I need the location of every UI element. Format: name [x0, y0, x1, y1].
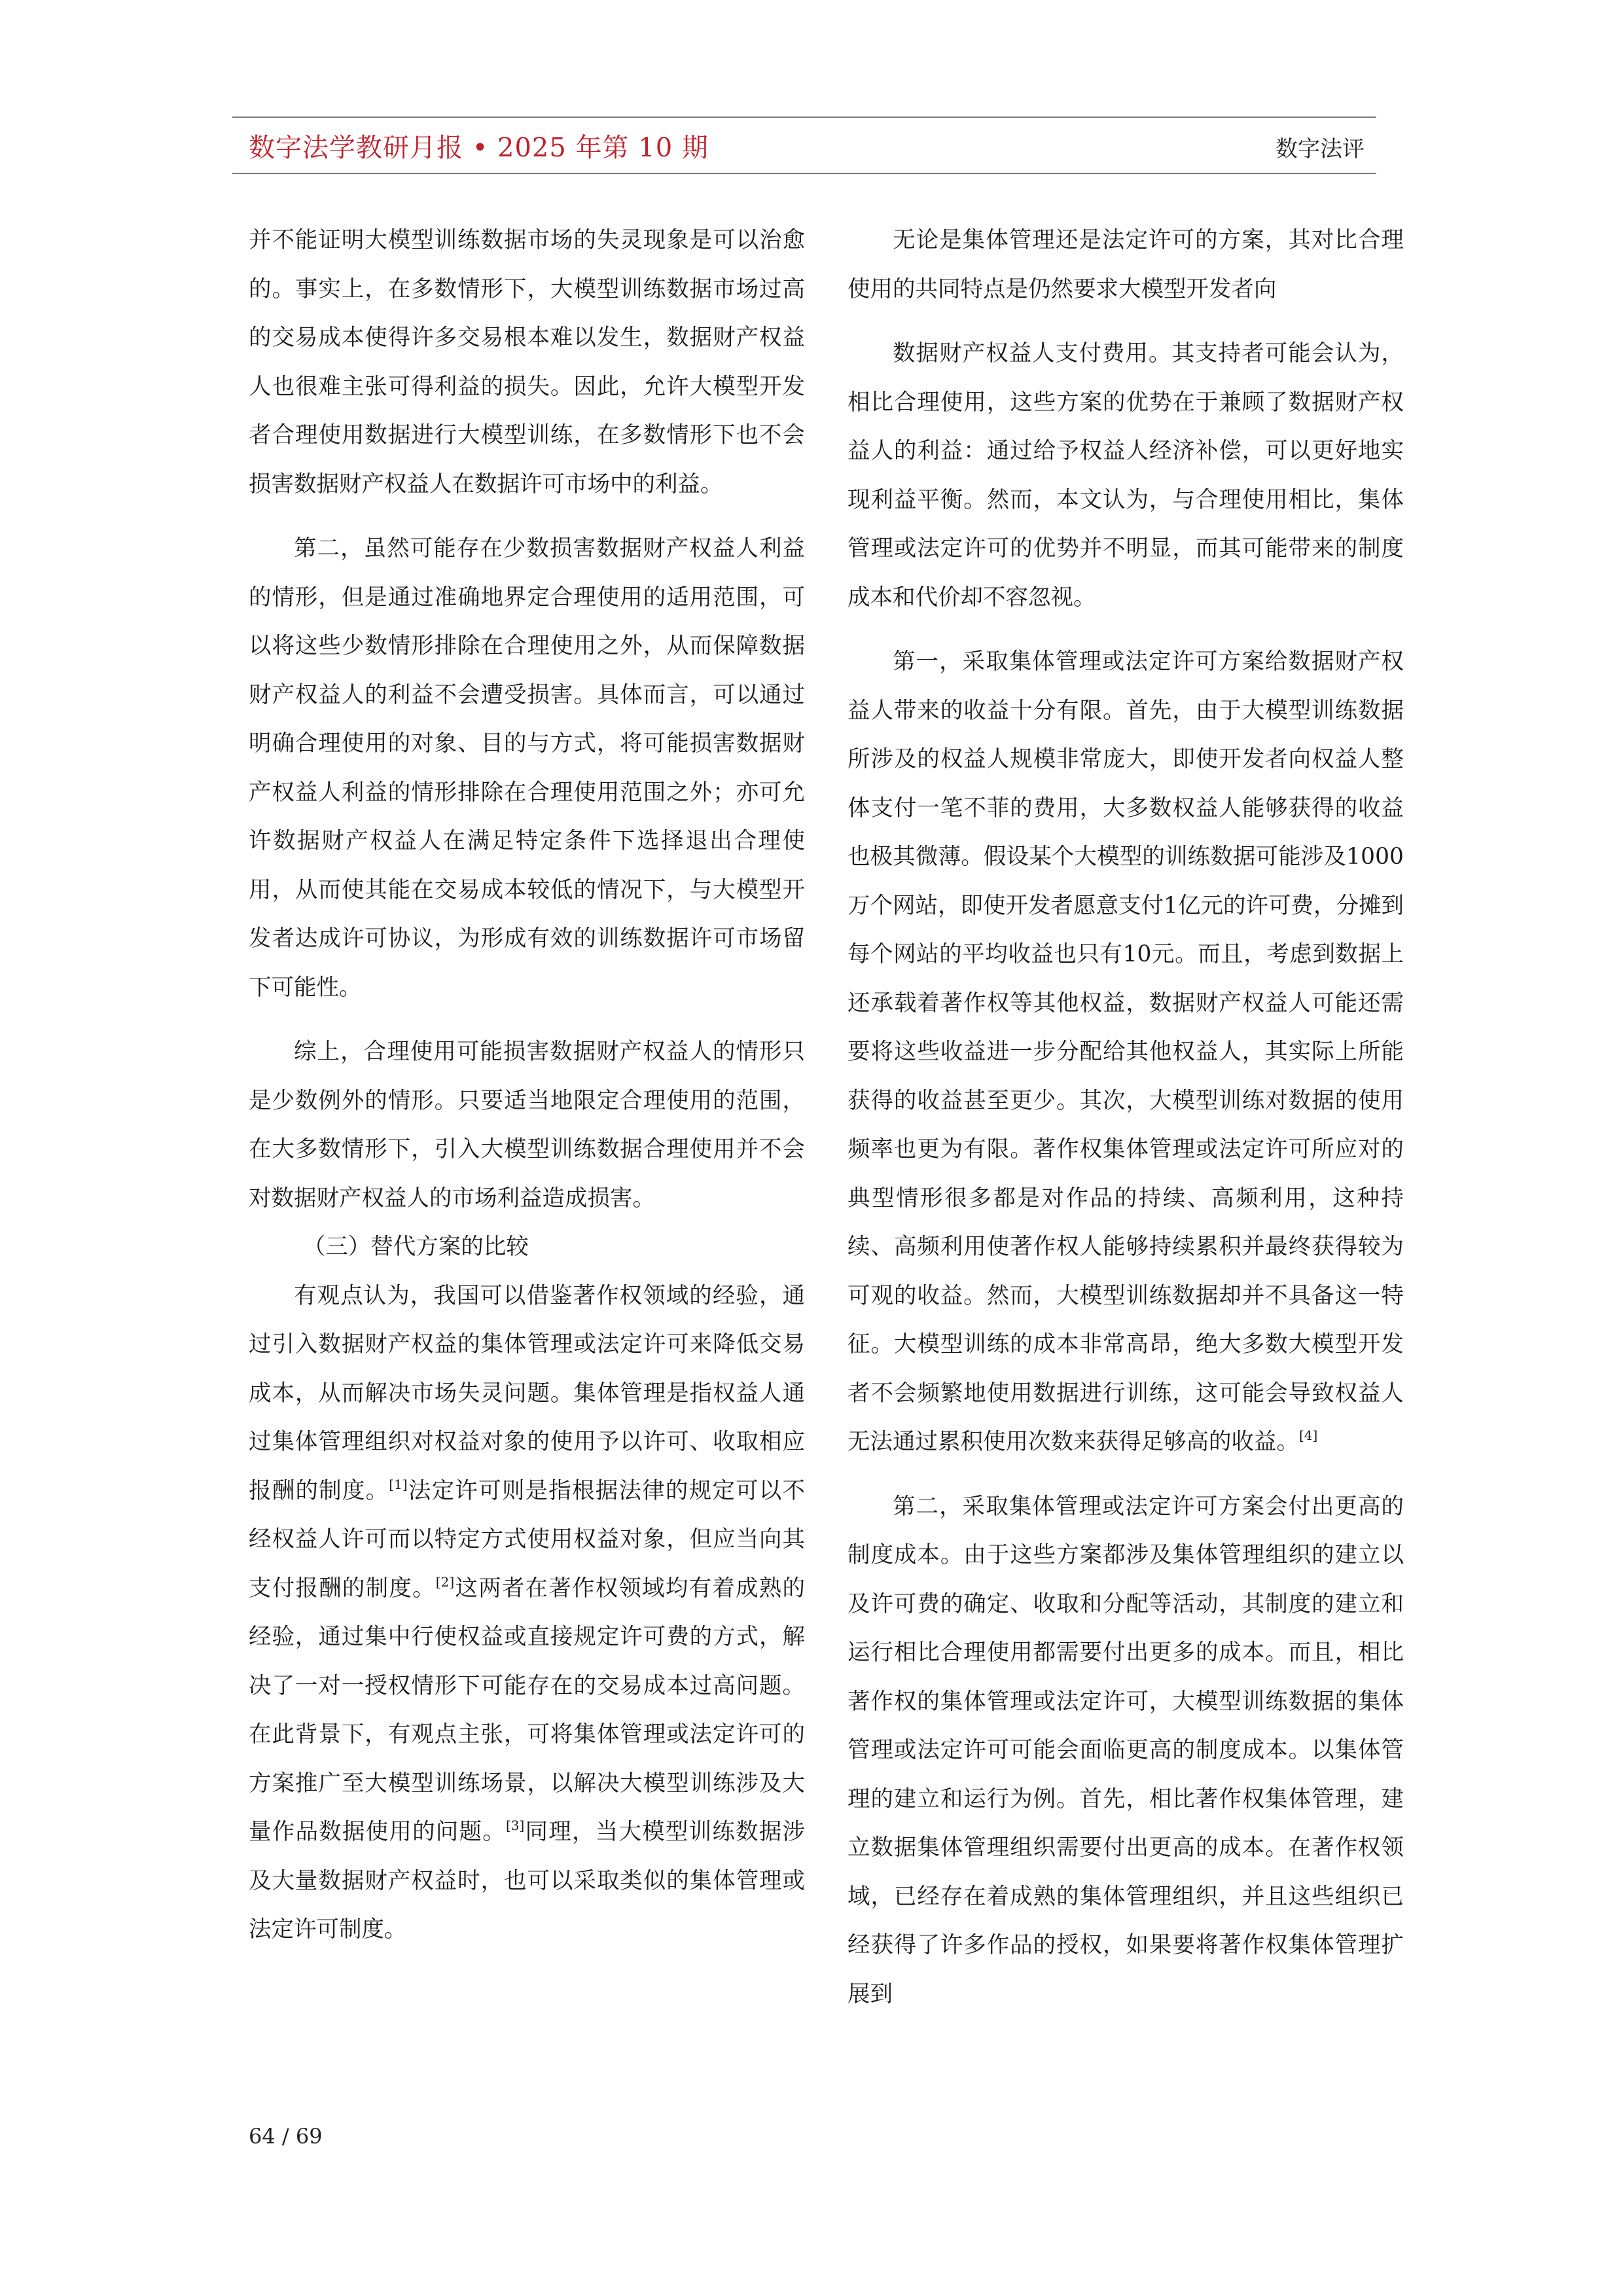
section-title: 数字法评: [1275, 136, 1364, 162]
paragraph-text: 第一，采取集体管理或法定许可方案给数据财产权益人带来的收益十分有限。首先，由于大模型训练数据所涉及的权益人规模非常庞大，即使开发者向权益人整体支付一笔不菲的费用，大多数权益人能够获得的收益也极其微薄。假设某个大模型的训练数据可能涉及1000万个网站，即使开发者愿意支付1亿元的许可费，分摊到每个网站的平均收益也只有10元。而且，考虑到数据上还承载着著作权等其他权益，数据财产权益人可能还需要将这些收益进一步分配给其他权益人，其实际上所能获得的收益甚至更少。其次，大模型训练对数据的使用频率也更为有限。著作权集体管理或法定许可所应对的典型情形很多都是对作品的持续、高频利用，这种持续、高频利用使著作权人能够持续累积并最终获得较为可观的收益。然而，大模型训练数据却并不具备这一特征。大模型训练的成本非常高昂，绝大多数大模型开发者不会频繁地使用数据进行训练，这可能会导致权益人无法通过累积使用次数来获得足够高的收益。: [847, 649, 1404, 1455]
paragraph: [847, 637, 1404, 1467]
paragraph: 第二，采取集体管理或法定许可方案会付出更高的制度成本。由于这些方案都涉及集体管理组织的建立以及许可费的确定、收取和分配等活动，其制度的建立和运行相比合理使用都需要付出更多的成本。而且，相比著作权的集体管理或法定许可，大模型训练数据的集体管理或法定许可可能会面临更高的制度成本。以集体管理的建立和运行为例。首先，相比著作权集体管理，建立数据集体管理组织需要付出更高的成本。在著作权领域，已经存在着成熟的集体管理组织，并且这些组织已经获得了许多作品的授权，如果要将著作权集体管理扩展到: [847, 1493, 1404, 2007]
paragraph: 数据财产权益人支付费用。其支持者可能会认为，相比合理使用，这些方案的优势在于兼顾了数据财产权益人的利益：通过给予权益人经济补偿，可以更好地实现利益平衡。然而，本文认为，与合理使用相比，集体管理或法定许可的优势并不明显，而其可能带来的制度成本和代价却不容忽视。: [847, 340, 1404, 611]
paragraph: 并不能证明大模型训练数据市场的失灵现象是可以治愈的。事实上，在多数情形下，大模型训练数据市场过高的交易成本使得许多交易根本难以发生，数据财产权益人也很难主张可得利益的损失。因此，允许大模型开发者合理使用数据进行大模型训练，在多数情形下也不会损害数据财产权益人在数据许可市场中的利益。: [249, 227, 805, 497]
paragraph: 无论是集体管理还是法定许可的方案，其对比合理使用的共同特点是仍然要求大模型开发者向: [847, 227, 1404, 302]
paragraph-text: 有观点认为，我国可以借鉴著作权领域的经验，通过引入数据财产权益的集体管理或法定许可来降低交易成本，从而解决市场失灵问题。集体管理是指权益人通过集体管理组织对权益对象的使用予以许可、收取相应报酬的制度。: [249, 1282, 805, 1504]
footnote-ref[interactable]: [2]: [435, 1573, 455, 1590]
paragraph-text: 这两者在著作权领域均有着成熟的经验，通过集中行使权益或直接规定许可费的方式，解决了一对一授权情形下可能存在的交易成本过高问题。在此背景下，有观点主张，可将集体管理或法定许可的方案推广至大模型训练场景，以解决大模型训练涉及大量作品数据使用的问题。: [249, 1575, 806, 1845]
paragraph: 综上，合理使用可能损害数据财产权益人的情形只是少数例外的情形。只要适当地限定合理使用的范围，在大多数情形下，引入大模型训练数据合理使用并不会对数据财产权益人的市场利益造成损害。: [249, 1039, 805, 1211]
left-column: [249, 216, 805, 1954]
paragraph: 第二，虽然可能存在少数损害数据财产权益人利益的情形，但是通过准确地界定合理使用的适用范围，可以将这些少数情形排除在合理使用之外，从而保障数据财产权益人的利益不会遭受损害。具体而言，可以通过明确合理使用的对象、目的与方式，将可能损害数据财产权益人利益的情形排除在合理使用范围之外；亦可允许数据财产权益人在满足特定条件下选择退出合理使用，从而使其能在交易成本较低的情况下，与大模型开发者达成许可协议，为形成有效的训练数据许可市场留下可能性。: [249, 535, 805, 1001]
footnote-ref[interactable]: [1]: [389, 1476, 408, 1492]
paragraph-text: 同理，当大模型训练数据涉及大量数据财产权益时，也可以采取类似的集体管理或法定许可制度。: [249, 1819, 806, 1943]
running-header: [232, 117, 1376, 174]
right-column: [847, 216, 1404, 2018]
section-subheading: （三）替代方案的比较: [302, 1234, 529, 1260]
journal-title: 数字法学教研月报 • 2025 年第 10 期: [249, 133, 709, 163]
paragraph-text: 法定许可则是指根据法律的规定可以不经权益人许可而以特定方式使用权益对象，但应当向其支付报酬的制度。: [249, 1477, 806, 1602]
page-number: 64 / 69: [249, 2124, 323, 2149]
footnote-ref[interactable]: [4]: [1299, 1427, 1318, 1443]
paragraph: [249, 1272, 805, 1954]
footnote-ref[interactable]: [3]: [505, 1818, 525, 1833]
